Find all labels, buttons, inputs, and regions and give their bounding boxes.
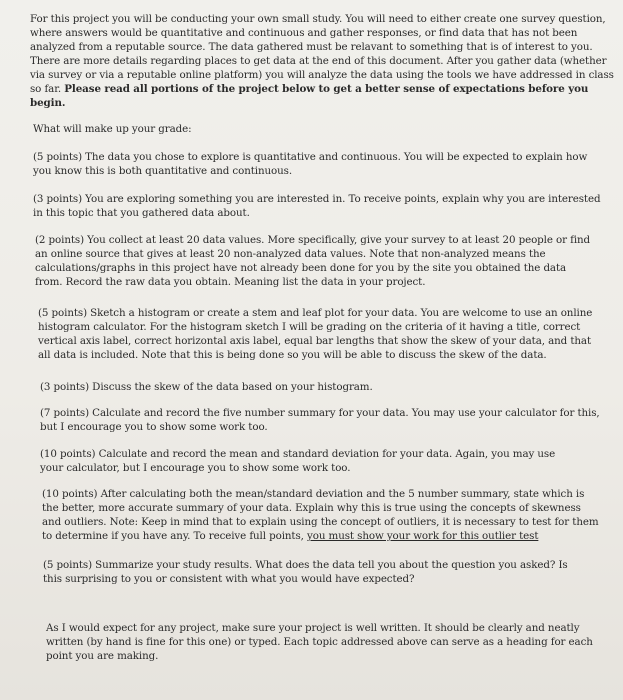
item8-text: (10 points) After calculating both the mean/standard deviation and the 5 number summary, state which is the better, more accurate summary of your data. Explain why this is true using the concepts of skewness and outliers. Note: Keep in mind that to explain using the concept of outliers, it is necessary to test for them to determine if you have any. To receive full points, [42,488,599,542]
closing-paragraph: As I would expect for any project, make sure your project is well written. It should be clearly and neatly written (by hand is fine for this one) or typed. Each topic addressed above can serve as a heading for each point you are making. [46,622,593,662]
intro-bold-text: Please read all portions of the project below to get a better sense of expectations before you begin. [30,83,589,109]
grade-item-4: (5 points) Sketch a histogram or create a stem and leaf plot for your data. You are welcome to use an online histogram calculator. For the histogram sketch I will be grading on the criteria of it having a title, correct vertical axis label, correct horizontal axis label, equal bar lengths that show the skew of your data, and that all data is included. Note that this is being done so you will be able to discuss the skew of the data. [38,307,593,361]
grade-item-6: (7 points) Calculate and record the five number summary for your data. You may use your calculator for this, but I encourage you to show some work too. [40,407,600,433]
intro-text: For this project you will be conducting your own small study. You will need to either create one survey question, where answers would be quantitative and continuous and gather responses, or find data that has not been analyzed from a reputable source. The data gathered must be relavant to something that is of interest to you. There are more details regarding places to get data at the end of this document. After you gather data (whether via survey or via a reputable online platform) you will analyze the data using the tools we have addressed in class so far. [30,13,614,95]
grade-item-5: (3 points) Discuss the skew of the data based on your histogram. [40,381,373,393]
intro-paragraph [30,12,615,110]
grade-item-8 [42,487,602,543]
grade-heading: What will make up your grade: [33,123,192,135]
grade-item-2: (3 points) You are exploring something you are interested in. To receive points, explain why you are interested in this topic that you gathered data about. [33,193,601,219]
grade-item-1: (5 points) The data you chose to explore is quantitative and continuous. You will be expected to explain how you know this is both quantitative and continuous. [33,151,588,177]
grade-item-3: (2 points) You collect at least 20 data values. More specifically, give your survey to at least 20 people or find an online source that gives at least 20 non-analyzed data values. Note that non-analyzed means the calculations/graphs in this project have not already been done for you by the site you obtained the data from. Record the raw data you obtain. Meaning list the data in your project. [35,234,591,288]
grade-item-7: (10 points) Calculate and record the mean and standard deviation for your data. Again, you may use your calculator, but I encourage you to show some work too. [40,448,556,474]
grade-item-9: (5 points) Summarize your study results. What does the data tell you about the question you asked? Is this surprising to you or consistent with what you would have expected? [43,559,568,585]
item8-underlined-text: you must show your work for this outlier test [307,530,539,542]
